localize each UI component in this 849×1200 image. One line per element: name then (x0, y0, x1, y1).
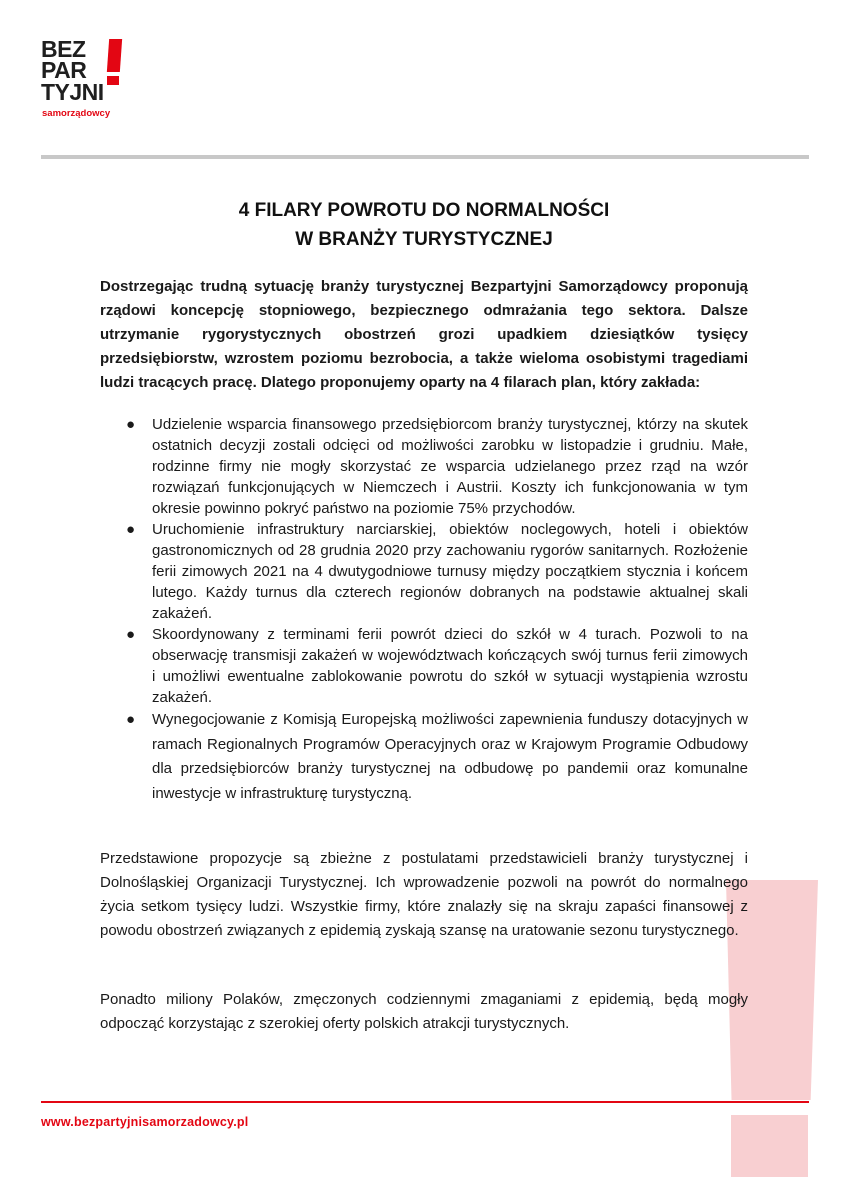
list-item (100, 708, 748, 806)
logo-line-2: PAR (41, 57, 87, 83)
pillar-text: Wynegocjowanie z Komisją Europejską możliwości zapewnienia funduszy dotacyjnych w ramach Regionalnych Programów Operacyjnych oraz w Krajowym Programie Odbudowy dla przedsiębiorców branży turystycznej na odbudowę po pandemii oraz komunalne inwestycje w infrastrukturę turystyczną. (152, 711, 748, 802)
logo-exclamation-dot-icon (107, 76, 119, 85)
pillar-text: Udzielenie wsparcia finansowego przedsiębiorcom branży turystycznej, którzy na skutek ostatnich decyzji zostali odcięci od możliwości zarobku w listopadzie i grudniu. Małe, rodzinne firmy nie mogły skorzystać ze wsparcia udzielanego przez rząd na wzór rozwiązań funkcjonujących w Niemczech i Austrii. Koszty ich funkcjonowania w tym okresie powinno pokryć państwo na poziomie 75% przychodów. (152, 416, 748, 517)
logo-exclamation-icon (107, 39, 122, 72)
footer-divider (41, 1101, 809, 1103)
bullet-icon: ● (126, 521, 136, 538)
logo-line-3: TYJNI (41, 79, 104, 105)
bullet-icon: ● (126, 626, 136, 643)
closing-paragraph: Ponadto miliony Polaków, zmęczonych codziennymi zmaganiami z epidemią, będą mogły odpocząć korzystając z szerokiej oferty polskich atrakcji turystycznych. (100, 991, 748, 1032)
footer-website-link[interactable]: www.bezpartyjnisamorzadowcy.pl (41, 1115, 249, 1129)
summary-paragraph: Przedstawione propozycje są zbieżne z postulatami przedstawicieli branży turystycznej i Dolnośląskiej Organizacji Turystycznej. Ich wprowadzenie pozwoli na powrót do normalnego życia setkom tysięcy ludzi. Wszystkie firmy, które znalazły się na skraju zapaści finansowej z powodu obostrzeń związanych z epidemią zyskają szansę na uratowanie sezonu turystycznego. (100, 850, 748, 939)
list-item (100, 414, 748, 519)
bullet-icon: ● (126, 711, 136, 728)
list-item (100, 624, 748, 708)
logo-subtitle: samorządowcy (42, 108, 111, 119)
title-line-2: W BRANŻY TURYSTYCZNEJ (295, 229, 553, 250)
header-divider (41, 155, 809, 159)
pillar-text: Uruchomienie infrastruktury narciarskiej, obiektów noclegowych, hoteli i obiektów gastronomicznych od 28 grudnia 2020 przy zachowaniu rygorów sanitarnych. Rozłożenie ferii zimowych 2021 na 4 dwutygodniowe turnusy między początkiem stycznia i końcem lutego. Każdy turnus dla czterech regionów dobranych na podstawie aktualnej skali zakażeń. (152, 521, 748, 622)
logo-line-1: BEZ (41, 36, 86, 62)
pillars-list (100, 414, 748, 806)
organization-logo (41, 38, 123, 122)
pillar-text: Skoordynowany z terminami ferii powrót dzieci do szkół w 4 turach. Pozwoli to na obserwację transmisji zakażeń w województwach kończących swój turnus ferii zimowych i umożliwi ewentualne zablokowanie powrotu do szkół w sytuacji wystąpienia wzrostu zakażeń. (152, 626, 748, 706)
decorative-exclamation-dot (731, 1115, 808, 1177)
title-line-1: 4 FILARY POWROTU DO NORMALNOŚCI (238, 200, 610, 221)
list-item (100, 519, 748, 624)
document-title (100, 196, 748, 254)
bullet-icon: ● (126, 416, 136, 433)
intro-paragraph: Dostrzegając trudną sytuację branży turystycznej Bezpartyjni Samorządowcy proponują rządowi koncepcję stopniowego, bezpiecznego odmrażania tego sektora. Dalsze utrzymanie rygorystycznych obostrzeń grozi upadkiem dziesiątków tysięcy przedsiębiorstw, wzrostem poziomu bezrobocia, a także wieloma osobistymi tragediami ludzi tracących pracę. Dlatego proponujemy oparty na 4 filarach plan, który zakłada: (100, 278, 748, 391)
